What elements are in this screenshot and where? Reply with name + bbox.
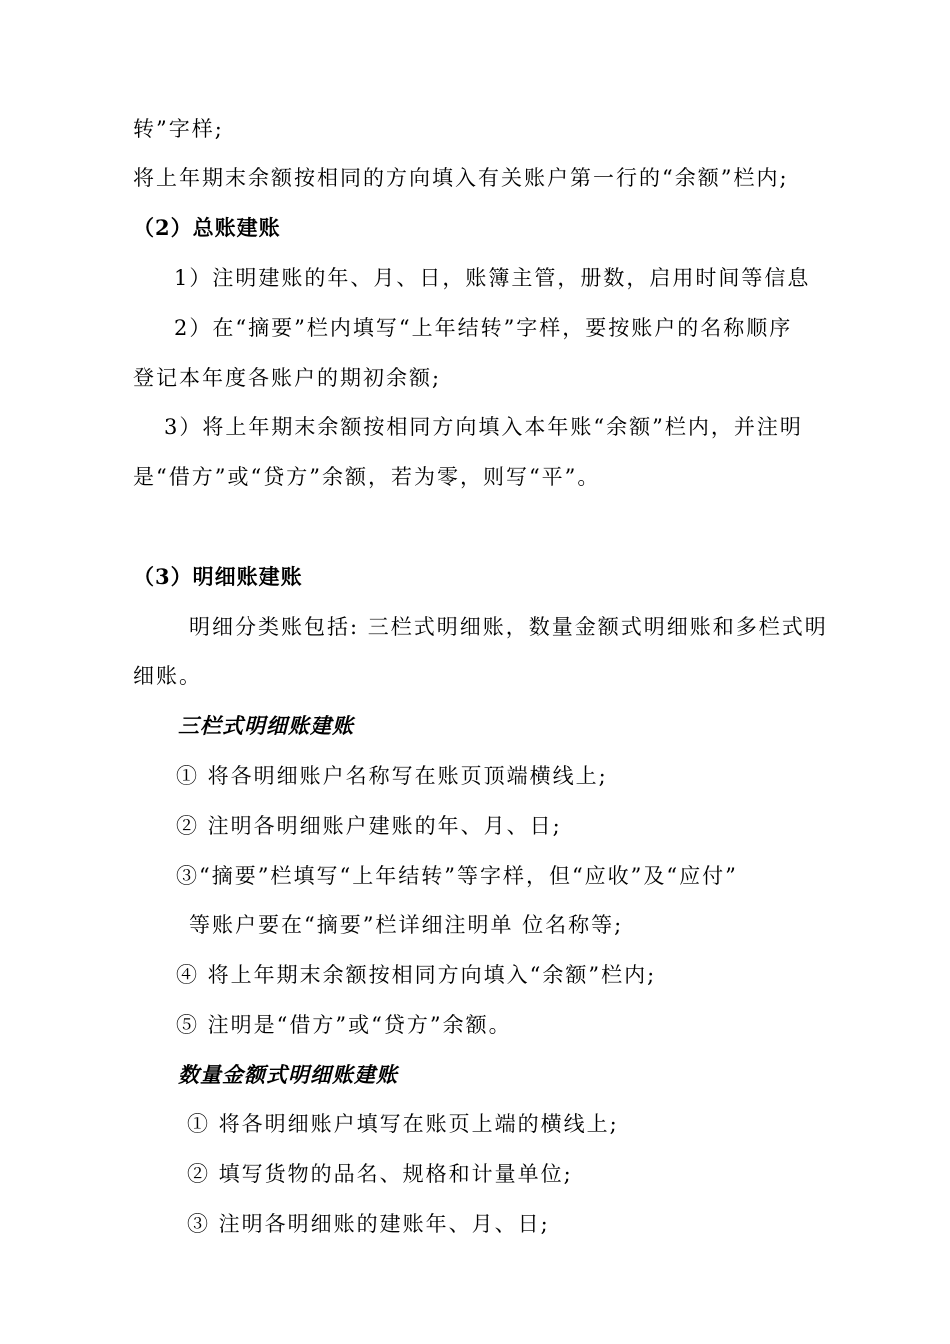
list-item-three-column-5: ⑤ 注明是“借方”或“贷方”余额。 bbox=[176, 1013, 512, 1037]
paragraph-continuation: 转”字样; bbox=[133, 117, 224, 141]
list-item-general-1: 1）注明建账的年、月、日，账簿主管，册数，启用时间等信息 bbox=[174, 266, 811, 290]
list-item-three-column-3-cont: 等账户要在“摘要”栏详细注明单 位名称等; bbox=[189, 913, 624, 937]
list-item-quantity-1: ① 将各明细账户填写在账页上端的横线上; bbox=[187, 1112, 619, 1136]
paragraph-subsidiary-types: 明细分类账包括: 三栏式明细账，数量金额式明细账和多栏式明 bbox=[189, 615, 828, 639]
list-item-three-column-2: ② 注明各明细账户建账的年、月、日; bbox=[176, 814, 562, 838]
paragraph-subsidiary-types-cont: 细账。 bbox=[133, 664, 202, 688]
list-item-three-column-1: ① 将各明细账户名称写在账页顶端横线上; bbox=[176, 764, 608, 788]
section-heading-subsidiary-ledger: （3）明细账建账 bbox=[133, 564, 303, 589]
section-heading-general-ledger: （2）总账建账 bbox=[133, 215, 281, 240]
subheading-three-column: 三栏式明细账建账 bbox=[178, 713, 354, 738]
list-item-three-column-4: ④ 将上年期末余额按相同方向填入“余额”栏内; bbox=[176, 963, 657, 987]
list-item-quantity-2: ② 填写货物的品名、规格和计量单位; bbox=[187, 1162, 573, 1186]
list-item-general-2-cont: 登记本年度各账户的期初余额; bbox=[133, 366, 442, 390]
paragraph-fill-balance: 将上年期末余额按相同的方向填入有关账户第一行的“余额”栏内; bbox=[133, 166, 789, 190]
list-item-quantity-3: ③ 注明各明细账的建账年、月、日; bbox=[187, 1212, 550, 1236]
subheading-quantity-amount: 数量金额式明细账建账 bbox=[178, 1062, 398, 1087]
list-item-three-column-3: ③“摘要”栏填写“上年结转”等字样，但“应收”及“应付” bbox=[176, 864, 738, 888]
list-item-general-2: 2）在“摘要”栏内填写“上年结转”字样，要按账户的名称顺序 bbox=[174, 316, 793, 340]
list-item-general-3-cont: 是“借方”或“贷方”余额，若为零，则写“平”。 bbox=[133, 465, 601, 489]
list-item-general-3: 3）将上年期末余额按相同方向填入本年账“余额”栏内，并注明 bbox=[164, 415, 803, 439]
